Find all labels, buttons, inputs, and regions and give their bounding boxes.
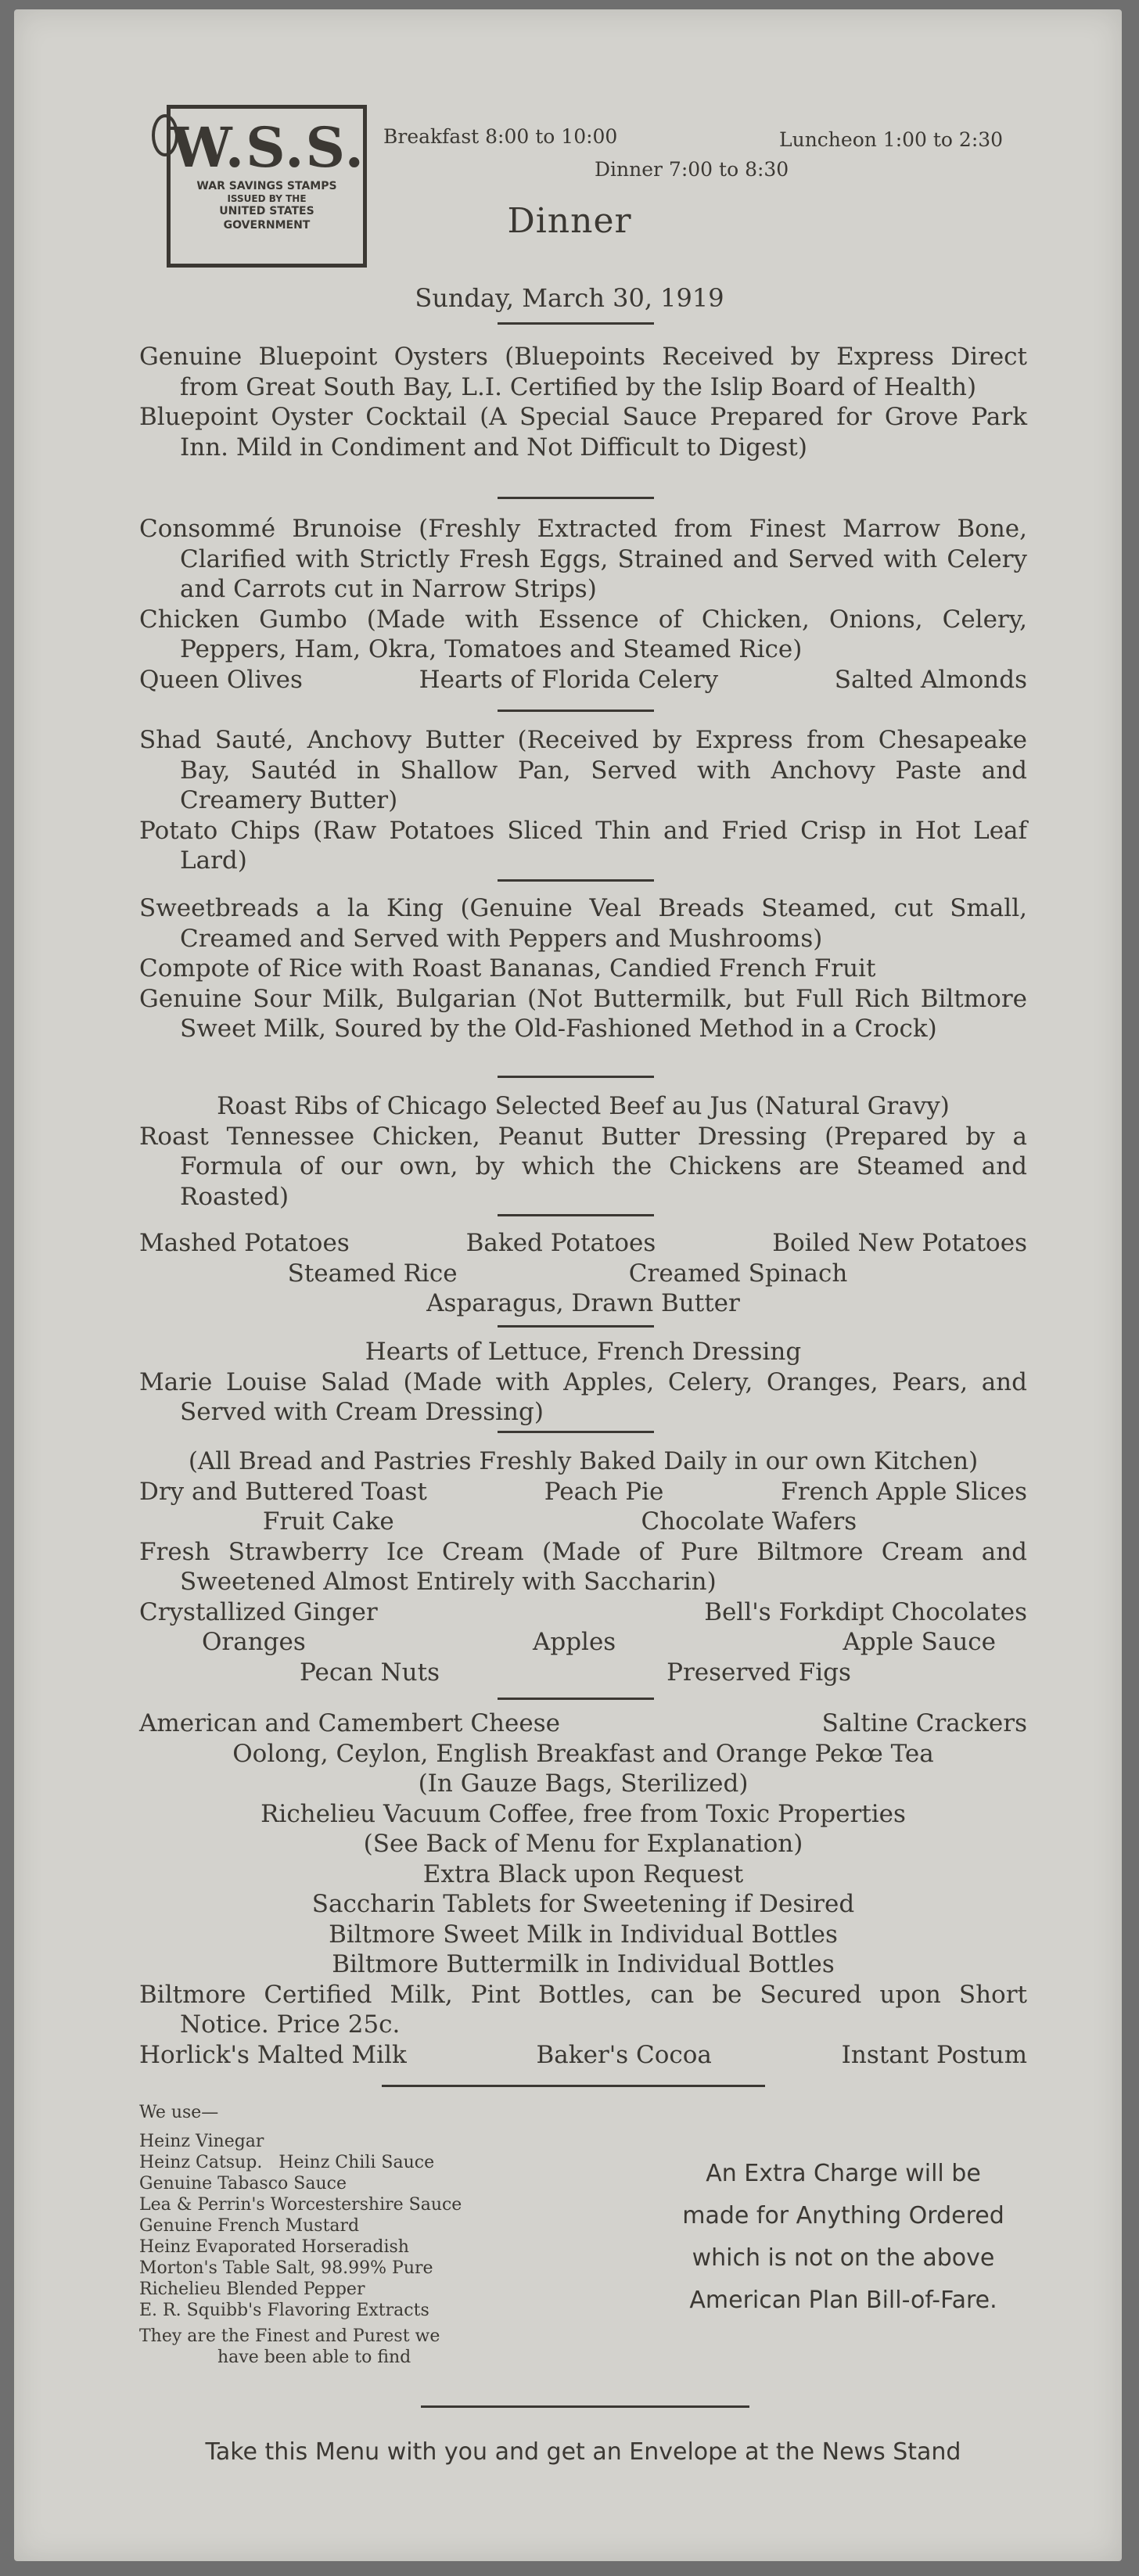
section-salads	[139, 1337, 1027, 1428]
menu-item: Peach Pie	[544, 1477, 664, 1506]
list-item: Richelieu Blended Pepper	[139, 2280, 365, 2299]
list-item: Genuine French Mustard	[139, 2216, 360, 2236]
menu-item: Asparagus, Drawn Butter	[426, 1289, 740, 1317]
menu-item: Queen Olives	[139, 665, 303, 694]
dinner-hours: Dinner 7:00 to 8:30	[595, 158, 789, 181]
footer-note: Take this Menu with you and get an Envelope at the News Stand	[205, 2438, 961, 2466]
menu-item: Apple Sauce	[843, 1628, 996, 1656]
extra-charge-notice	[632, 2153, 1055, 2322]
list-item: Morton's Table Salt, 98.99% Pure	[139, 2258, 433, 2278]
vegetable-row	[139, 1259, 1027, 1289]
notice-line: American Plan Bill-of-Fare.	[689, 2287, 997, 2314]
divider	[498, 879, 654, 882]
menu-item: Horlick's Malted Milk	[139, 2040, 407, 2069]
we-use-heading: We use—	[139, 2103, 219, 2122]
stamp-line2: ISSUED BY THE	[227, 193, 307, 204]
list-item: Genuine Tabasco Sauce	[139, 2174, 347, 2193]
notice-line: An Extra Charge will be	[706, 2160, 981, 2187]
divider	[382, 2085, 765, 2087]
divider	[498, 497, 654, 499]
menu-item: Marie Louise Salad (Made with Apples, Celery, Oranges, Pears, and Served with Cream Dressing)	[139, 1367, 1027, 1426]
menu-item: Pecan Nuts	[300, 1658, 440, 1687]
list-item: Lea & Perrin's Worcestershire Sauce	[139, 2195, 462, 2215]
menu-item: Bluepoint Oyster Cocktail (A Special Sauce Prepared for Grove Park Inn. Mild in Condiment and Not Difficult to Digest)	[139, 403, 1027, 462]
menu-item: Consommé Brunoise (Freshly Extracted from Finest Marrow Bone, Clarified with Strictly Fresh Eggs, Strained and Served with Celery and Carrots cut in Narrow Strips)	[139, 515, 1027, 603]
menu-item: Mashed Potatoes	[139, 1229, 350, 1257]
menu-item: Compote of Rice with Roast Bananas, Candied French Fruit	[139, 954, 876, 983]
menu-item: Dry and Buttered Toast	[139, 1477, 427, 1506]
menu-item: Potato Chips (Raw Potatoes Sliced Thin and Fried Crisp in Hot Leaf Lard)	[139, 816, 1027, 875]
menu-item: Boiled New Potatoes	[772, 1229, 1027, 1257]
menu-item: Preserved Figs	[667, 1658, 851, 1687]
menu-item: Baker's Cocoa	[536, 2040, 712, 2069]
menu-item: Creamed Spinach	[628, 1259, 848, 1288]
menu-date: Sunday, March 30, 1919	[415, 283, 724, 313]
menu-item: Extra Black upon Request	[422, 1859, 744, 1888]
stamp-line1: WAR SAVINGS STAMPS	[196, 180, 337, 192]
dessert-row	[139, 1597, 1027, 1628]
menu-item: Richelieu Vacuum Coffee, free from Toxic Properties	[260, 1799, 906, 1828]
menu-item: Genuine Sour Milk, Bulgarian (Not Buttermilk, but Full Rich Biltmore Sweet Milk, Soured by the Old-Fashioned Method in a Crock)	[139, 984, 1027, 1043]
menu-item: Fresh Strawberry Ice Cream (Made of Pure Biltmore Cream and Sweetened Almost Entirely with Saccharin)	[139, 1537, 1027, 1596]
menu-item: Steamed Rice	[287, 1259, 458, 1288]
list-item: Heinz Evaporated Horseradish	[139, 2237, 409, 2257]
menu-item: Hearts of Lettuce, French Dressing	[365, 1338, 802, 1366]
cheese-row	[139, 1708, 1027, 1739]
menu-item: Bell's Forkdipt Chocolates	[704, 1597, 1027, 1626]
menu-item: Crystallized Ginger	[139, 1597, 378, 1626]
divider	[498, 710, 654, 712]
we-use-closing: have been able to find	[217, 2348, 411, 2367]
list-item: E. R. Squibb's Flavoring Extracts	[139, 2301, 429, 2320]
menu-item: (See Back of Menu for Explanation)	[363, 1830, 803, 1858]
menu-item: Biltmore Buttermilk in Individual Bottles	[332, 1950, 835, 1978]
menu-item: Saccharin Tablets for Sweetening if Desired	[311, 1890, 855, 1918]
dessert-row	[139, 1507, 1027, 1537]
menu-card	[14, 9, 1122, 2561]
notice-line: made for Anything Ordered	[682, 2202, 1004, 2229]
divider	[498, 1325, 654, 1328]
beverage-row	[139, 2040, 1027, 2071]
divider	[498, 1076, 654, 1078]
menu-item: Roast Ribs of Chicago Selected Beef au Jus (Natural Gravy)	[217, 1092, 950, 1120]
menu-item: French Apple Slices	[781, 1477, 1027, 1506]
divider	[498, 1431, 654, 1433]
menu-item: (In Gauze Bags, Sterilized)	[418, 1769, 749, 1798]
menu-item: Saltine Crackers	[821, 1709, 1027, 1737]
menu-item: Fruit Cake	[262, 1507, 394, 1536]
menu-item: Roast Tennessee Chicken, Peanut Butter Dressing (Prepared by a Formula of our own, by which the Chickens are Steamed and Roasted)	[139, 1122, 1027, 1211]
menu-item: Oolong, Ceylon, English Breakfast and Orange Pekœ Tea	[232, 1739, 934, 1768]
divider	[421, 2405, 749, 2408]
stamp-line4: GOVERNMENT	[223, 219, 311, 232]
menu-item: Chocolate Wafers	[641, 1507, 857, 1536]
section-oysters	[139, 342, 1027, 462]
dessert-row	[139, 1627, 1027, 1658]
menu-item: Hearts of Florida Celery	[419, 665, 719, 694]
menu-item: Chicken Gumbo (Made with Essence of Chicken, Onions, Celery, Peppers, Ham, Okra, Tomatoes and Steamed Rice)	[139, 605, 1027, 663]
section-entrees	[139, 893, 1027, 1044]
dessert-row	[139, 1477, 1027, 1507]
list-item: Heinz Catsup. Heinz Chili Sauce	[139, 2153, 435, 2172]
vegetable-row	[139, 1228, 1027, 1259]
menu-item: American and Camembert Cheese	[139, 1709, 560, 1737]
menu-item: Biltmore Certified Milk, Pint Bottles, can be Secured upon Short Notice. Price 25c.	[139, 1980, 1027, 2039]
section-fish	[139, 725, 1027, 876]
notice-line: which is not on the above	[692, 2244, 995, 2272]
menu-item: (All Bread and Pastries Freshly Baked Daily in our own Kitchen)	[188, 1447, 979, 1475]
dessert-row	[139, 1658, 1027, 1688]
menu-item: Sweetbreads a la King (Genuine Veal Breads Steamed, cut Small, Creamed and Served with Peppers and Mushrooms)	[139, 894, 1027, 953]
luncheon-hours: Luncheon 1:00 to 2:30	[779, 128, 1004, 151]
menu-item: Shad Sauté, Anchovy Butter (Received by Express from Chesapeake Bay, Sautéd in Shallow Pan, Served with Anchovy Paste and Creamery Butter)	[139, 726, 1027, 814]
breakfast-hours: Breakfast 8:00 to 10:00	[383, 125, 618, 148]
war-savings-stamp-logo	[167, 105, 367, 268]
section-desserts	[139, 1446, 1027, 1687]
we-use-closing: They are the Finest and Purest we	[139, 2326, 440, 2346]
section-soups	[139, 514, 1027, 695]
menu-item: Baked Potatoes	[465, 1229, 656, 1257]
relish-row	[139, 665, 1027, 695]
stamp-line3: UNITED STATES	[219, 205, 314, 217]
menu-item: Salted Almonds	[834, 665, 1027, 694]
menu-item: Instant Postum	[841, 2040, 1027, 2069]
page-title: Dinner	[507, 201, 632, 241]
section-vegetables	[139, 1228, 1027, 1319]
menu-item: Oranges	[202, 1628, 306, 1656]
we-use-list	[139, 2102, 530, 2368]
menu-item: Genuine Bluepoint Oysters (Bluepoints Received by Express Direct from Great South Bay, L.I. Certified by the Islip Board of Health)	[139, 343, 1027, 401]
section-roasts	[139, 1091, 1027, 1212]
menu-item: Apples	[532, 1628, 616, 1656]
divider	[498, 1214, 654, 1216]
divider	[498, 322, 654, 325]
section-beverages	[139, 1708, 1027, 2070]
stamp-big-text: W.S.S.	[171, 115, 365, 180]
divider	[498, 1698, 654, 1700]
menu-item: Biltmore Sweet Milk in Individual Bottles	[329, 1920, 838, 1949]
list-item: Heinz Vinegar	[139, 2132, 264, 2151]
